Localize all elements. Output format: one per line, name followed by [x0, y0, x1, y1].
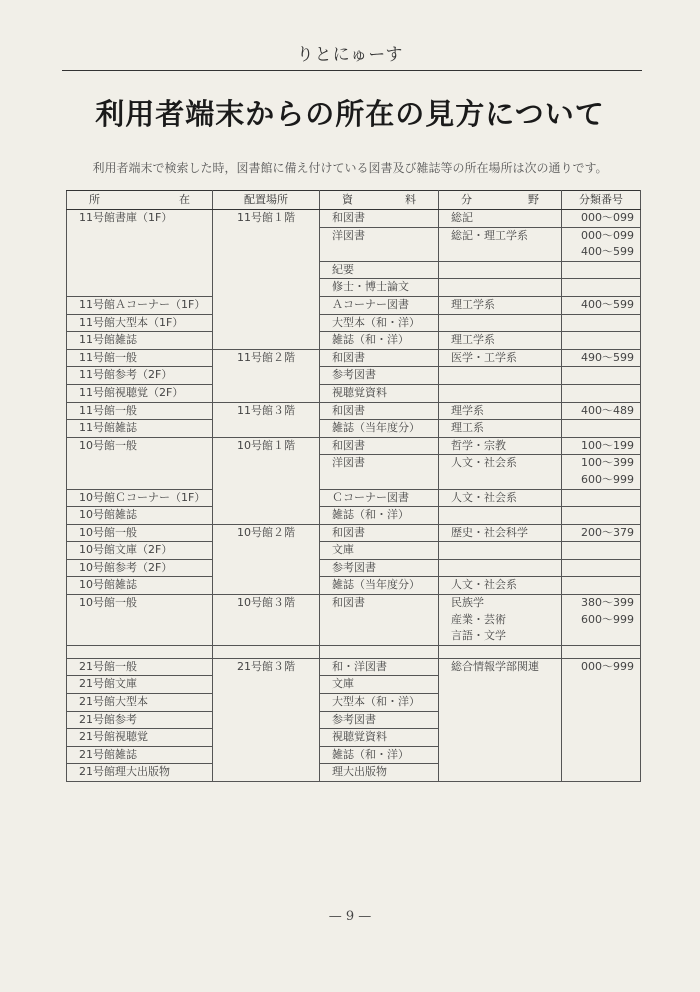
floor-cell: 10号館３階 [213, 595, 320, 646]
table-row [67, 210, 641, 228]
location-cell: 11号館視聴覚（2F） [67, 384, 213, 402]
material-cell: 大型本（和・洋） [320, 694, 439, 712]
field-cell [439, 559, 562, 577]
classification-cell: 100〜399 [562, 455, 641, 472]
table-row [67, 332, 641, 350]
field-cell: 医学・工学系 [439, 349, 562, 367]
field-cell: 歴史・社会科学 [439, 524, 562, 542]
table-row [67, 420, 641, 438]
field-cell [439, 261, 562, 279]
classification-cell: 600〜999 [562, 472, 641, 489]
table-row [67, 489, 641, 507]
classification-cell [562, 489, 641, 507]
floor-cell: 11号館３階 [213, 402, 320, 437]
page-title: 利用者端末からの所在の見方について [95, 97, 605, 131]
location-column-header: 所 在 [67, 191, 213, 210]
location-cell: 11号館一般 [67, 349, 213, 367]
material-cell: 和図書 [320, 437, 439, 455]
material-cell: 修士・博士論文 [320, 279, 439, 297]
material-cell: 文庫 [320, 676, 439, 694]
classification-cell [562, 420, 641, 438]
classification-cell: 000〜099 [562, 210, 641, 228]
material-cell: 雑誌（和・洋） [320, 746, 439, 764]
classification-cell [562, 628, 641, 645]
field-cell: 産業・芸術 [439, 612, 562, 629]
location-cell: 21号館理大出版物 [67, 764, 213, 782]
classification-cell [562, 577, 641, 595]
table-row [67, 595, 641, 612]
classification-cell: 200〜379 [562, 524, 641, 542]
material-cell: 和図書 [320, 595, 439, 646]
header-divider [62, 70, 642, 71]
classification-cell: 400〜599 [562, 244, 641, 261]
classification-cell [562, 261, 641, 279]
location-cell: 21号館参考 [67, 711, 213, 729]
location-cell: 11号館雑誌 [67, 420, 213, 438]
floor-cell: 11号館２階 [213, 349, 320, 402]
classification-cell: 000〜999 [562, 658, 641, 781]
table-row [67, 559, 641, 577]
table-header-row [67, 191, 641, 210]
field-cell [439, 279, 562, 297]
field-cell: 哲学・宗教 [439, 437, 562, 455]
classification-column-header: 分類番号 [562, 191, 641, 210]
classification-cell [562, 542, 641, 560]
field-cell: 総記 [439, 210, 562, 228]
table-row [67, 524, 641, 542]
material-cell: 参考図書 [320, 367, 439, 385]
table-row [67, 542, 641, 560]
classification-cell: 490〜599 [562, 349, 641, 367]
table-row [67, 507, 641, 525]
location-cell: 10号館雑誌 [67, 507, 213, 525]
table-row [67, 296, 641, 314]
field-cell: 総記・理工学系 [439, 227, 562, 261]
location-cell: 11号館書庫（1F） [67, 210, 213, 297]
floor-cell: 21号館３階 [213, 658, 320, 781]
location-cell: 21号館大型本 [67, 694, 213, 712]
table-row [67, 577, 641, 595]
field-column-header: 分 野 [439, 191, 562, 210]
location-cell: 11号館参考（2F） [67, 367, 213, 385]
material-cell: 和図書 [320, 349, 439, 367]
location-cell: 11号館雑誌 [67, 332, 213, 350]
location-cell: 10号館一般 [67, 524, 213, 542]
location-cell: 10号館一般 [67, 437, 213, 489]
material-cell: 雑誌（和・洋） [320, 507, 439, 525]
location-cell: 21号館文庫 [67, 676, 213, 694]
material-cell: 和・洋図書 [320, 658, 439, 676]
field-cell: 理学系 [439, 402, 562, 420]
field-cell [439, 507, 562, 525]
material-cell: 視聴覚資料 [320, 384, 439, 402]
classification-cell [562, 279, 641, 297]
table-row [67, 437, 641, 455]
location-table [66, 190, 641, 782]
location-cell: 11号館Ａコーナー（1F） [67, 296, 213, 314]
material-cell: 洋図書 [320, 455, 439, 489]
material-cell: 視聴覚資料 [320, 729, 439, 747]
classification-cell [562, 507, 641, 525]
field-cell: 総合情報学部関連 [439, 658, 562, 781]
material-cell: 紀要 [320, 261, 439, 279]
field-cell: 理工系 [439, 420, 562, 438]
material-cell: 理大出版物 [320, 764, 439, 782]
material-cell: 和図書 [320, 210, 439, 228]
field-cell: 人文・社会系 [439, 455, 562, 489]
table-row [67, 658, 641, 676]
location-cell: 10号館Ｃコーナー（1F） [67, 489, 213, 507]
material-cell: 文庫 [320, 542, 439, 560]
classification-cell [562, 314, 641, 332]
classification-cell: 100〜199 [562, 437, 641, 455]
classification-cell [562, 367, 641, 385]
field-cell: 言語・文学 [439, 628, 562, 645]
table-gap-row [67, 645, 641, 658]
classification-cell: 600〜999 [562, 612, 641, 629]
classification-cell: 400〜489 [562, 402, 641, 420]
field-cell: 民族学 [439, 595, 562, 612]
field-cell [439, 384, 562, 402]
floor-cell: 11号館１階 [213, 210, 320, 350]
classification-cell: 400〜599 [562, 296, 641, 314]
material-cell: Ｃコーナー図書 [320, 489, 439, 507]
location-cell: 11号館大型本（1F） [67, 314, 213, 332]
table-row [67, 367, 641, 385]
material-cell: 雑誌（当年度分） [320, 420, 439, 438]
field-cell [439, 542, 562, 560]
classification-cell [562, 332, 641, 350]
material-cell: 和図書 [320, 524, 439, 542]
material-cell: 大型本（和・洋） [320, 314, 439, 332]
material-cell: 参考図書 [320, 711, 439, 729]
location-cell: 10号館雑誌 [67, 577, 213, 595]
field-cell: 人文・社会系 [439, 577, 562, 595]
material-cell: 雑誌（当年度分） [320, 577, 439, 595]
table-row [67, 349, 641, 367]
page-number: — 9 — [328, 909, 372, 924]
location-cell: 21号館視聴覚 [67, 729, 213, 747]
field-cell [439, 314, 562, 332]
table-row [67, 314, 641, 332]
material-cell: 雑誌（和・洋） [320, 332, 439, 350]
field-cell: 人文・社会系 [439, 489, 562, 507]
intro-text: 利用者端末で検索した時，図書館に備え付けている図書及び雑誌等の所在場所は次の通りです。 [92, 161, 608, 175]
field-cell: 理工学系 [439, 332, 562, 350]
location-cell: 10号館参考（2F） [67, 559, 213, 577]
classification-cell: 380〜399 [562, 595, 641, 612]
classification-cell [562, 559, 641, 577]
classification-cell: 000〜099 [562, 227, 641, 244]
floor-cell: 10号館１階 [213, 437, 320, 524]
material-cell: 洋図書 [320, 227, 439, 261]
location-cell: 21号館雑誌 [67, 746, 213, 764]
material-cell: 和図書 [320, 402, 439, 420]
classification-cell [562, 384, 641, 402]
material-cell: Ａコーナー図書 [320, 296, 439, 314]
material-column-header: 資 料 [320, 191, 439, 210]
field-cell: 理工学系 [439, 296, 562, 314]
location-cell: 10号館一般 [67, 595, 213, 646]
table-row [67, 384, 641, 402]
table-row [67, 402, 641, 420]
material-cell: 参考図書 [320, 559, 439, 577]
floor-column-header: 配置場所 [213, 191, 320, 210]
newsletter-title: りとにゅーす [296, 45, 404, 65]
location-cell: 11号館一般 [67, 402, 213, 420]
location-cell: 10号館文庫（2F） [67, 542, 213, 560]
location-cell: 21号館一般 [67, 658, 213, 676]
floor-cell: 10号館２階 [213, 524, 320, 594]
field-cell [439, 367, 562, 385]
